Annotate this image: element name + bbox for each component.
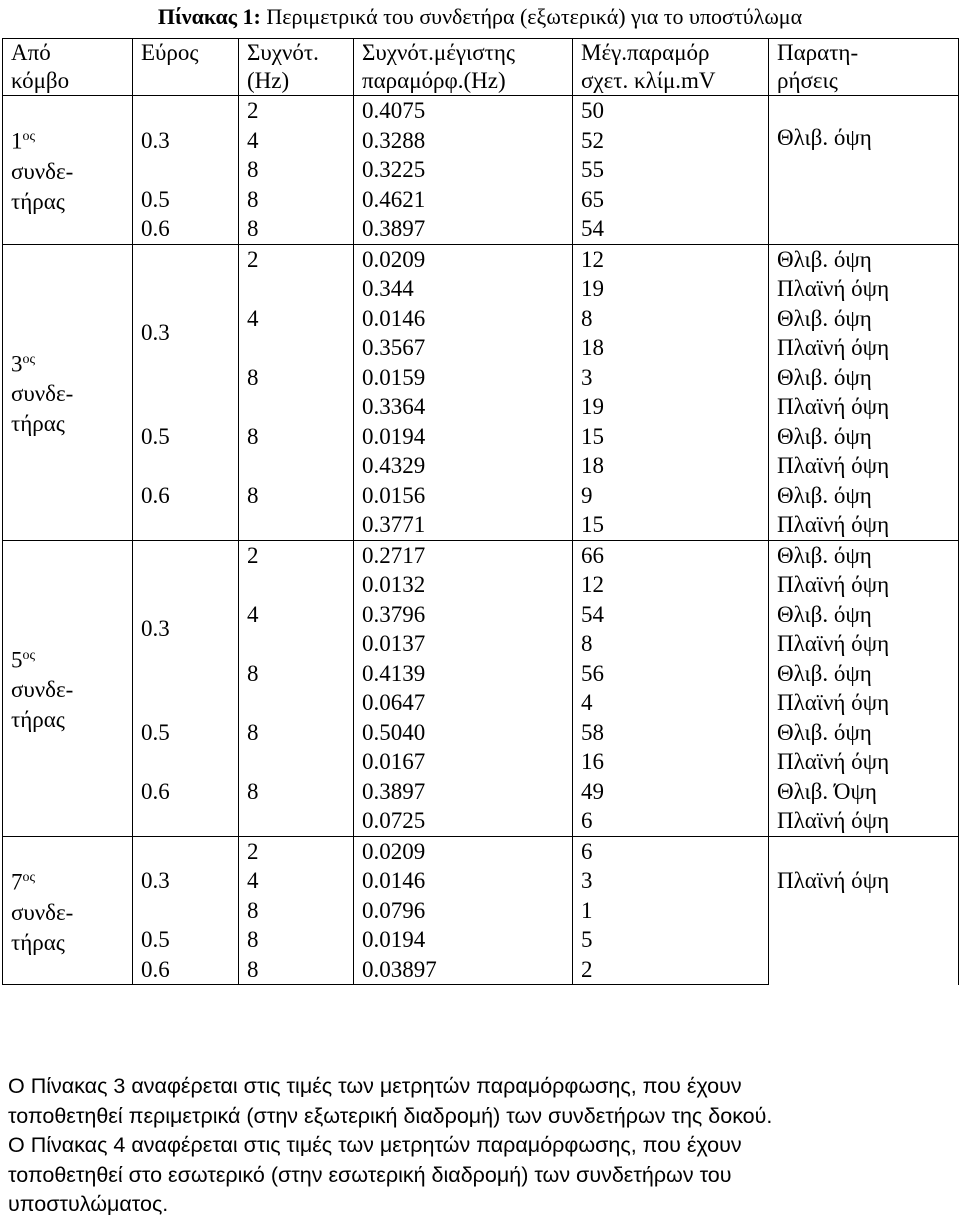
header-max-distortion: Μέγ.παραμόρ σχετ. κλίμ.mV bbox=[573, 39, 769, 96]
table-row: 8 0.3225 55 bbox=[3, 155, 959, 185]
node-label: $1^{o\varsigma}$ συνδε- τήρας bbox=[3, 96, 133, 245]
header-width: Εύρος bbox=[133, 39, 239, 96]
strain-gauge-table bbox=[2, 38, 959, 985]
table-row: 0.6 8 0.0156 0.3771 9 15 Θλιβ. όψη Πλαϊνή όψη bbox=[3, 481, 959, 541]
node-label: $5^{o\varsigma}$ συνδε- τήρας bbox=[3, 540, 133, 836]
table-caption bbox=[0, 4, 960, 30]
caption-text: Περιμετρικά του συνδετήρα (εξωτερικά) για το υποστύλωμα bbox=[266, 4, 803, 29]
node-label: $7^{o\varsigma}$ συνδε- τήρας bbox=[3, 836, 133, 985]
max-freq-cell: 0.4075 bbox=[354, 96, 573, 126]
table-row bbox=[3, 96, 959, 126]
table-row: 4 0.3796 0.0137 54 8 Θλιβ. όψη Πλαϊνή όψη bbox=[3, 600, 959, 659]
table-row: 0.6 8 0.03897 2 bbox=[3, 955, 959, 985]
table-row: $3^{o\varsigma}$ συνδε- τήρας 0.3 2 0.0209 0.344 12 19 Θλιβ. όψη Πλαϊνή όψη bbox=[3, 244, 959, 304]
header-frequency: Συχνότ. (Hz) bbox=[239, 39, 354, 96]
header-remarks: Παρατη- ρήσεις bbox=[769, 39, 959, 96]
table-row: 0.6 8 0.3897 54 bbox=[3, 214, 959, 244]
table-row: 4 0.3288 52 bbox=[3, 126, 959, 156]
table-row: 4 0.0146 0.3567 8 18 Θλιβ. όψη Πλαϊνή όψη bbox=[3, 304, 959, 363]
paragraph-table4: Ο Πίνακας 4 αναφέρεται στις τιμές των μετρητών παραμόρφωσης, που έχουν τοποθετηθεί στο εσωτερικό (στην εσωτερική διαδρομή) των συνδετήρων του υποστυλώματος. bbox=[8, 1133, 742, 1216]
remark-cell: Θλιβ. όψη bbox=[769, 96, 959, 245]
paragraph-table3: Ο Πίνακας 3 αναφέρεται στις τιμές των μετρητών παραμόρφωσης, που έχουν τοποθετηθεί περιμετρικά (στην εξωτερική διαδρομή) των συνδετήρων της δοκού. bbox=[8, 1074, 773, 1128]
table-row: 0.5 8 0.0194 0.4329 15 18 Θλιβ. όψη Πλαϊνή όψη bbox=[3, 422, 959, 481]
table-row: 4 0.0146 3 bbox=[3, 866, 959, 896]
caption-label: Πίνακας 1: bbox=[157, 4, 261, 29]
table-row: 8 0.0159 0.3364 3 19 Θλιβ. όψη Πλαϊνή όψη bbox=[3, 363, 959, 422]
remark-cell: Πλαϊνή όψη bbox=[769, 836, 959, 985]
header-row bbox=[3, 39, 959, 96]
table-row: 0.5 8 0.0194 5 bbox=[3, 925, 959, 955]
table-row: 0.5 8 0.5040 0.0167 58 16 Θλιβ. όψη Πλαϊνή όψη bbox=[3, 718, 959, 777]
table-row: 0.5 8 0.4621 65 bbox=[3, 185, 959, 215]
table-row: $7^{o\varsigma}$ συνδε- τήρας 0.3 2 0.0209 6 Πλαϊνή όψη bbox=[3, 836, 959, 866]
max-dist-cell: 50 bbox=[573, 96, 769, 126]
node-label: $3^{o\varsigma}$ συνδε- τήρας bbox=[3, 244, 133, 540]
header-max-distortion-frequency: Συχνότ.μέγιστης παραμόρφ.(Hz) bbox=[354, 39, 573, 96]
table-row: 8 0.4139 0.0647 56 4 Θλιβ. όψη Πλαϊνή όψη bbox=[3, 659, 959, 718]
freq-cell: 2 bbox=[239, 96, 354, 126]
width-cell: 0.3 bbox=[133, 96, 239, 185]
header-node: Από κόμβο bbox=[3, 39, 133, 96]
table-row: 8 0.0796 1 bbox=[3, 896, 959, 926]
table-row: 0.6 8 0.3897 0.0725 49 6 Θλιβ. Όψη Πλαϊνή όψη bbox=[3, 777, 959, 837]
table-row: $5^{o\varsigma}$ συνδε- τήρας 0.3 2 0.2717 0.0132 66 12 Θλιβ. όψη Πλαϊνή όψη bbox=[3, 540, 959, 600]
